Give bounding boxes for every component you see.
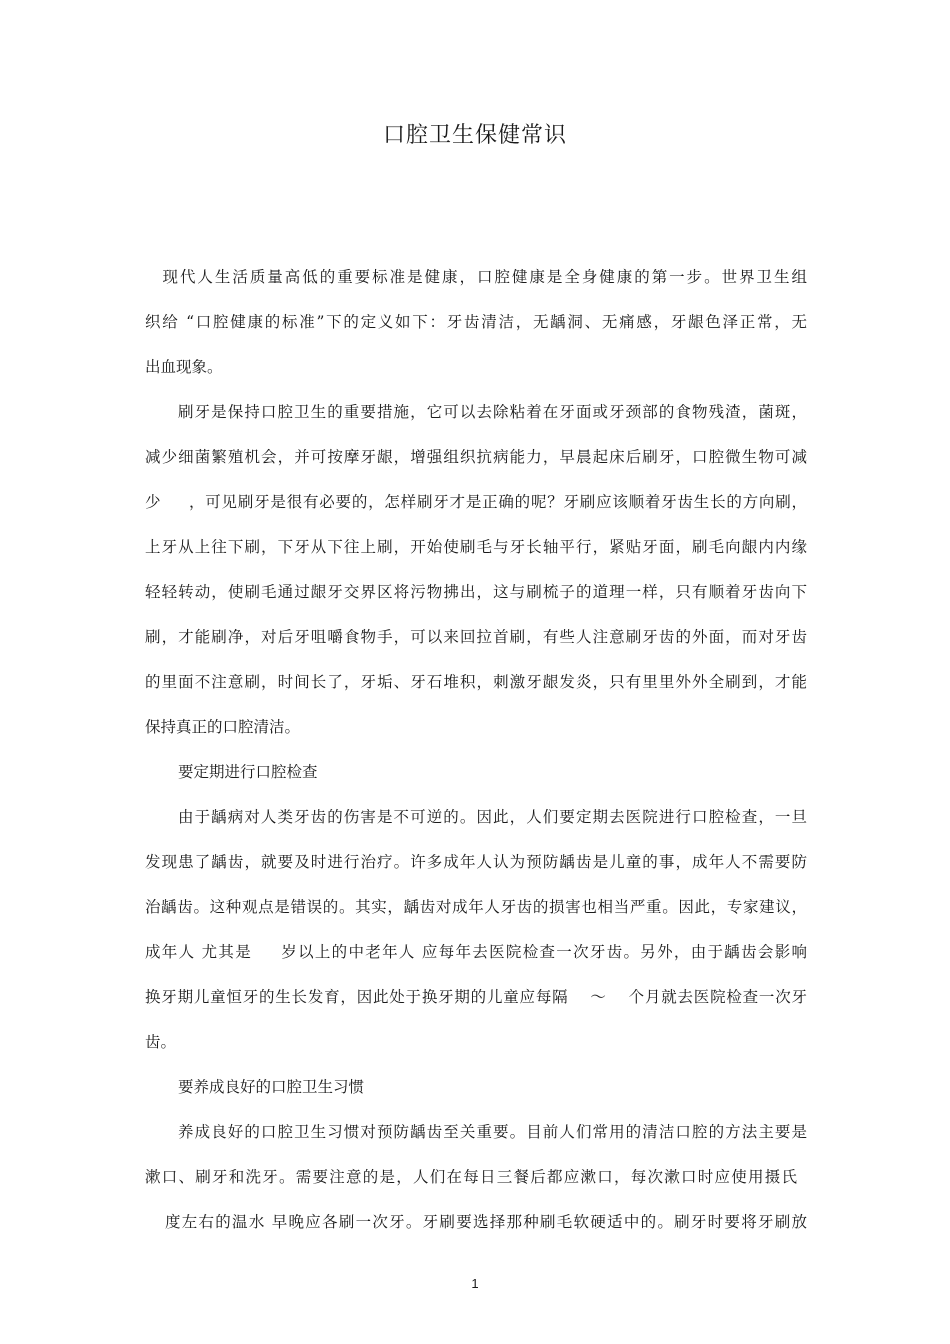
paragraph-line: 现代人生活质量高低的重要标准是健康，口腔健康是全身健康的第一步。世界卫生组 <box>145 268 807 286</box>
paragraph-line: 刷牙是保持口腔卫生的重要措施，它可以去除粘着在牙面或牙颈部的食物残渣，菌斑， <box>178 403 807 421</box>
paragraph-line: 度左右的温水 早晚应各刷一次牙。牙刷要选择那种刷毛软硬适中的。刷牙时要将牙刷放 <box>165 1213 807 1231</box>
paragraph-line: 养成良好的口腔卫生习惯对预防龋齿至关重要。目前人们常用的清洁口腔的方法主要是 <box>178 1123 807 1141</box>
paragraph-line: 漱口、刷牙和洗牙。需要注意的是，人们在每日三餐后都应漱口，每次漱口时应使用摄氏 <box>145 1168 797 1186</box>
paragraph-line: 减少细菌繁殖机会，并可按摩牙龈，增强组织抗病能力，早晨起床后刷牙，口腔微生物可减 <box>145 448 807 466</box>
paragraph-line: 少 ，可见刷牙是很有必要的，怎样刷牙才是正确的呢？牙刷应该顺着牙齿生长的方向刷， <box>145 493 807 511</box>
section-heading: 要定期进行口腔检查 <box>178 763 318 781</box>
paragraph-line: 上牙从上往下刷，下牙从下往上刷，开始使刷毛与牙长轴平行，紧贴牙面，刷毛向龈内内缘 <box>145 538 807 556</box>
section-heading: 要养成良好的口腔卫生习惯 <box>178 1078 365 1096</box>
paragraph-line: 成年人 尤其是 岁以上的中老年人 应每年去医院检查一次牙齿。另外，由于龋齿会影响 <box>145 943 807 961</box>
paragraph-line: 的里面不注意刷，时间长了，牙垢、牙石堆积，刺激牙龈发炎，只有里里外外全刷到，才能 <box>145 673 807 691</box>
paragraph-line: 由于龋病对人类牙齿的伤害是不可逆的。因此，人们要定期去医院进行口腔检查，一旦 <box>178 808 807 826</box>
page-number: 1 <box>471 1276 479 1291</box>
paragraph-line: 发现患了龋齿，就要及时进行治疗。许多成年人认为预防龋齿是儿童的事，成年人不需要防 <box>145 853 807 871</box>
paragraph-line: 刷，才能刷净，对后牙咀嚼食物手，可以来回拉首刷，有些人注意刷牙齿的外面，而对牙齿 <box>145 628 807 646</box>
paragraph-line: 轻轻转动，使刷毛通过龈牙交界区将污物拂出，这与刷梳子的道理一样，只有顺着牙齿向下 <box>145 583 807 601</box>
paragraph-line: 治龋齿。这种观点是错误的。其实，龋齿对成年人牙齿的损害也相当严重。因此，专家建议， <box>145 898 807 916</box>
paragraph-line: 织给 “口腔健康的标准”下的定义如下：牙齿清洁，无龋洞、无痛感，牙龈色泽正常，无 <box>145 313 807 331</box>
paragraph-line: 换牙期儿童恒牙的生长发育，因此处于换牙期的儿童应每隔 ～ 个月就去医院检查一次牙 <box>145 988 807 1006</box>
document-title: 口腔卫生保健常识 <box>382 123 567 148</box>
paragraph-line: 出血现象。 <box>145 358 223 376</box>
paragraph-line: 保持真正的口腔清洁。 <box>145 718 301 736</box>
paragraph-line: 齿。 <box>145 1033 177 1051</box>
